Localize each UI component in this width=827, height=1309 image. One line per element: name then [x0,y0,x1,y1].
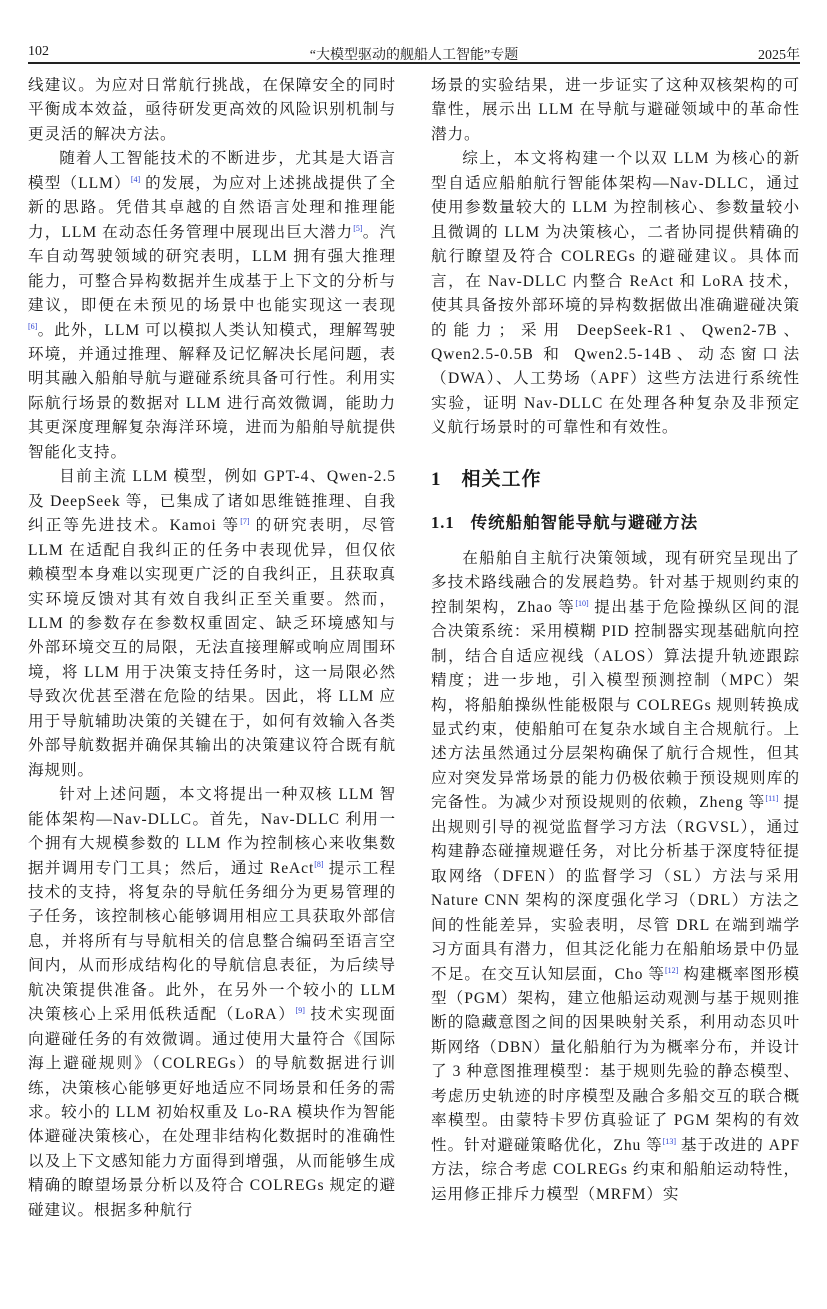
section-title: 相关工作 [461,468,542,490]
citation-link[interactable]: [6] [28,321,38,331]
paragraph [28,465,396,783]
citation-link[interactable]: [13] [662,1136,677,1146]
paragraph-text: 。此外，LLM 可以模拟人类认知模式，理解驾驶环境，并通过推理、解释及记忆解决长尾问题，表明其融入船舶导航与避碰系统具备可行性。利用实际航行场景的数据对 LLM 进行高效微调，能助力其更深度理解复杂海洋环境，进而为船舶导航提供智能化支持。 [28,321,396,461]
left-column [28,74,396,1223]
subsection-number: 1.1 [431,512,455,532]
paragraph-text: 综上，本文将构建一个以双 LLM 为核心的新型自适应船舶航行智能体架构—Nav-DLLC，通过使用参数量较大的 LLM 为控制核心、参数量较小且微调的 LLM 为决策核心，二者协同提供精确的航行瞭望及符合 COLREGs 的避碰建议。具体而言，在 Nav-DLLC 内整合 ReAct 和 LoRA 技术，使其具备按外部环境的异构数据做出准确避碰决策的能力；采用 DeepSeek-R1、Qwen2-7B、Qwen2.5-0.5B 和 Qwen2.5-14B、动态窗口法（DWA）、人工势场（APF）这些方法进行系统性实验，证明 Nav-DLLC 在处理各种复杂及非预定义航行场景时的可靠性和有效性。 [431,150,800,437]
paragraph-text: 在船舶自主航行决策领域，现有研究呈现出了多技术路线融合的发展趋势。针对基于规则约束的控制架构，Zhao 等 [431,549,800,616]
paragraph [431,547,800,1207]
paragraph-text: 的研究表明，尽管 LLM 在适配自我纠正的任务中表现优异，但仅依赖模型本身难以实现更广泛的自我纠正，且获取真实环境反馈对其有效自我纠正至关重要。然而，LLM 的参数存在参数权重固定、缺乏环境感知与外部环境交互的局限，无法直接理解或响应周围环境，将 LLM 用于决策支持任务时，这一局限必然导致次优甚至潜在危险的结果。因此，将 LLM 应用于导航辅助决策的关键在于，如何有效输入各类外部导航数据并确保其输出的决策建议符合既有航海规则。 [28,517,397,779]
paragraph-text: 针对上述问题，本文将提出一种双核 LLM 智能体架构—Nav-DLLC。首先，Nav-DLLC 利用一个拥有大规模参数的 LLM 作为控制核心来收集数据并调用专门工具；然后，通过 ReAct [28,786,396,877]
paragraph-text: 提示工程技术的支持，将复杂的导航任务细分为更易管理的子任务，该控制核心能够调用相应工具获取外部信息，并将所有与导航相关的信息整合编码至语言空间内，从而形成结构化的导航信息表征，为后续导航决策提供准备。此外，在另外一个较小的 LLM 决策核心上采用低秩适配（LoRA） [28,859,396,1024]
paragraph [431,147,800,440]
paragraph [28,74,396,147]
right-column [431,74,800,1207]
running-header [28,42,800,64]
citation-link[interactable]: [7] [240,517,250,527]
subsection-title: 传统船舶智能导航与避碰方法 [470,512,699,532]
paragraph-text: 的发展，为应对上述挑战提供了全新的思路。凭借其卓越的自然语言处理和推理能力，LLM 在动态任务管理中展现出巨大潜力 [28,174,396,241]
paragraph-text: 技术实现面向避碰任务的有效微调。通过使用大量符合《国际海上避碰规则》（COLREGs）的导航数据进行训练，决策核心能够更好地适应不同场景和任务的需求。较小的 LLM 初始权重及 Lo-RA 模块作为智能体避碰决策核心，在处理非结构化数据时的准确性以及上下文感知能力方面得到增强，从而能够生成精确的瞭望场景分析以及符合 COLREGs 规定的避碰建议。根据多种航行 [28,1006,396,1219]
subsection-heading [431,509,800,537]
paragraph [28,147,396,465]
section-heading [431,465,800,495]
paragraph-text: 线建议。为应对日常航行挑战，在保障安全的同时平衡成本效益，亟待研发更高效的风险识别机制与更灵活的解决方法。 [28,77,396,143]
paragraph [431,74,800,147]
journal-special-issue-title: “大模型驱动的舰船人工智能”专题 [309,48,519,63]
paragraph-text: 构建概率图形模型（PGM）架构，建立他船运动观测与基于规则推断的隐藏意图之间的因果映射关系，利用动态贝叶斯网络（DBN）量化船舶行为为概率分布，并设计了 3 种意图推理模型：基于规则先验的静态模型、考虑历史轨迹的时序模型及融合多船交互的联合概率模型。由蒙特卡罗仿真验证了 PGM 架构的有效性。针对避碰策略优化，Zhu 等 [431,965,800,1154]
introduction-continued [431,74,800,441]
paragraph-text: 提出基于危险操纵区间的混合决策系统：采用模糊 PID 控制器实现基础航向控制，结合自适应视线（ALOS）算法提升轨迹跟踪精度；进一步地，引入模型预测控制（MPC）架构，将船舶操纵性能极限与 COLREGs 规则转换成显式约束，使船舶可在复杂水域自主合规航行。上述方法虽然通过分层架构确保了航行合规性，但其应对突发异常场景的能力仍极依赖于预设规则库的完备性。为减少对预设规则的依赖，Zheng 等 [431,598,800,812]
citation-link[interactable]: [9] [295,1006,305,1016]
paragraph-text: 随着人工智能技术的不断进步，尤其是大语言模型（LLM） [28,150,396,192]
section-body [431,547,800,1207]
citation-link[interactable]: [12] [665,965,679,975]
page-number: 102 [28,44,49,59]
paragraph [28,783,396,1223]
section-number: 1 [431,468,442,490]
paragraph-text: 。汽车自动驾驶领域的研究表明，LLM 拥有强大推理能力，可整合异构数据并生成基于上下文的分析与建议，即便在未预见的场景中也能实现这一表现 [28,223,396,315]
year: 2025年 [758,48,800,63]
paragraph-text: 场景的实验结果，进一步证实了这种双核架构的可靠性，展示出 LLM 在导航与避碰领域中的革命性潜力。 [431,77,800,143]
citation-link[interactable]: [5] [353,223,363,233]
paragraph-text: 基于改进的 APF 方法，综合考虑 COLREGs 约束和船舶运动特性，运用修正排斥力模型（MRFM）实 [431,1136,801,1203]
citation-link[interactable]: [11] [765,794,779,804]
paragraph-text: 目前主流 LLM 模型，例如 GPT-4、Qwen-2.5 及 DeepSeek 等，已集成了诸如思维链推理、自我纠正等先进技术。Kamoi 等 [28,468,396,535]
citation-link[interactable]: [4] [130,174,141,184]
citation-link[interactable]: [8] [314,859,324,869]
citation-link[interactable]: [10] [575,598,589,608]
paragraph-text: 提出规则引导的视觉监督学习方法（RGVSL），通过构建静态碰撞规避任务，对比分析基于深度特征提取网络（DFEN）的监督学习（SL）方法与采用 Nature CNN 架构的深度强化学习（DRL）方法之间的性能差异，实验表明，尽管 DRL 在端到端学习方面具有潜力，但其泛化能力在船舶场景中仍显不足。在交互认知层面，Cho 等 [431,794,801,983]
